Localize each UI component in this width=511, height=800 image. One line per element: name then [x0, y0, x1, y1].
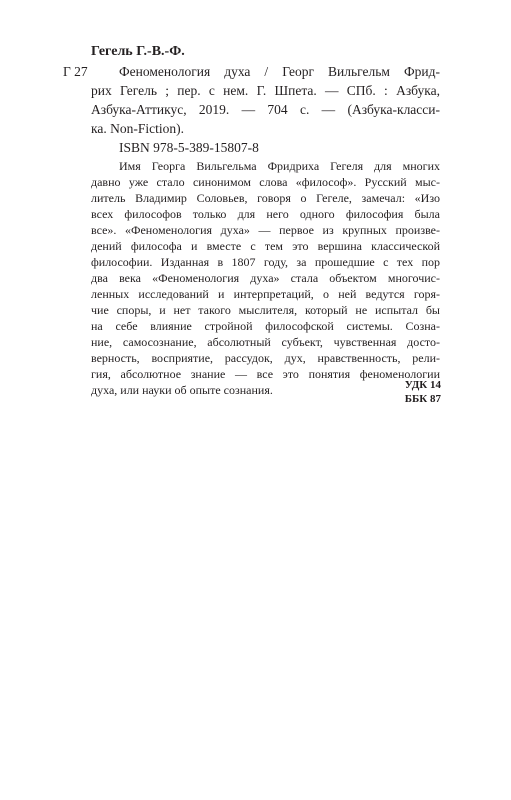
- annotation-line: верность, восприятие, рассудок, дух, нравственность, рели-: [91, 351, 440, 365]
- annotation-line: ленных исследований и интерпретаций, о ней ведутся горя-: [91, 287, 440, 301]
- isbn: ISBN 978-5-389-15807-8: [119, 140, 259, 155]
- annotation-line: гия, абсолютное знание — все это понятия феноменологии: [91, 367, 440, 381]
- annotation-line: два века «Феноменология духа» стала объектом многочис-: [91, 271, 440, 285]
- annotation-line: всех философов только для него одного философия была: [91, 207, 440, 221]
- biblio-line: рих Гегель ; пер. с нем. Г. Шпета. — СПб. : Азбука,: [91, 83, 440, 98]
- annotation-line: Имя Георга Вильгельма Фридриха Гегеля для многих: [119, 159, 440, 173]
- annotation-line: чие споры, и нет такого мыслителя, который не испытал бы: [91, 303, 440, 317]
- annotation-line: все». «Феноменология духа» — первое из крупных произве-: [91, 223, 440, 237]
- annotation-line: дений философа и вместе с тем это вершина классической: [91, 239, 440, 253]
- annotation-line: философии. Изданная в 1807 году, за прошедшие с тех пор: [91, 255, 440, 269]
- annotation-line: ние, самосознание, абсолютный субъект, чувственная досто-: [91, 335, 440, 349]
- biblio-line: Азбука-Аттикус, 2019. — 704 с. — (Азбука-класси-: [91, 102, 440, 117]
- biblio-line: ка. Non-Fiction).: [91, 121, 184, 136]
- author-heading: Гегель Г.-В.-Ф.: [91, 44, 185, 59]
- author-code: Г 27: [63, 64, 88, 79]
- biblio-line: Феноменология духа / Георг Вильгельм Фрид-: [119, 64, 440, 79]
- annotation-line: на себе влияние стройной философской системы. Созна-: [91, 319, 440, 333]
- udk-index: УДК 14: [404, 379, 441, 391]
- annotation-line: духа, или науки об опыте сознания.: [91, 383, 273, 397]
- annotation-line: давно уже стало синонимом слова «философ». Русский мыс-: [91, 175, 440, 189]
- bbk-index: ББК 87: [404, 393, 441, 405]
- annotation-line: литель Владимир Соловьев, говоря о Гегеле, замечал: «Изо: [91, 191, 440, 205]
